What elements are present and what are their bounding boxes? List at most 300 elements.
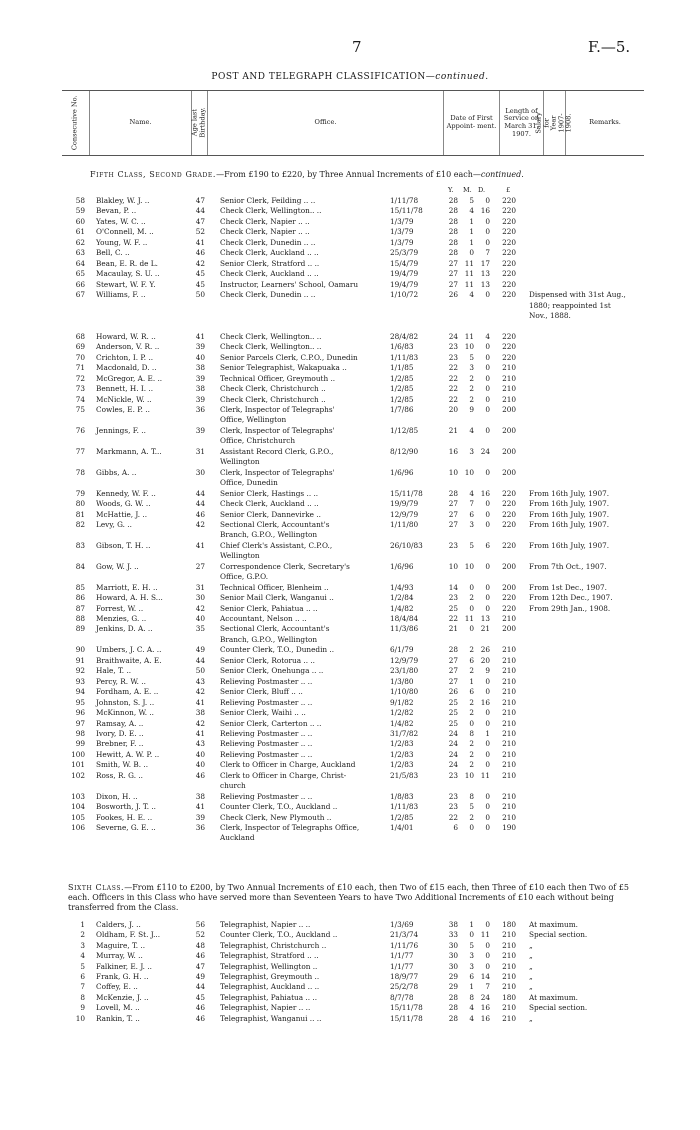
- cell-date: 1/2/83: [390, 749, 414, 759]
- cell-years: 29: [448, 982, 458, 992]
- table-row: [0, 489, 700, 498]
- cell-days: 13: [480, 279, 490, 289]
- cell-office: church: [220, 781, 246, 791]
- cell-age: 56: [195, 920, 205, 929]
- cell-office: Clerk, Inspector of Telegraphs Office,: [220, 823, 360, 832]
- cell-office: Telegraphist, Christchurch ..: [220, 940, 327, 950]
- cell-name: Murray, W. ..: [96, 951, 143, 961]
- cell-no: 93: [75, 676, 85, 686]
- cell-days: 0: [485, 961, 490, 971]
- cell-years: 23: [448, 791, 458, 801]
- cell-years: 10: [448, 561, 458, 571]
- cell-years: 21: [448, 425, 458, 435]
- cell-age: 38: [195, 708, 205, 718]
- cell-name: Ross, R. G. ..: [96, 770, 143, 780]
- cell-office: Check Clerk, Napier .. ..: [220, 216, 310, 226]
- table-row: [0, 1003, 700, 1012]
- cell-days: 21: [480, 624, 490, 634]
- table-row: [0, 792, 700, 801]
- col-length: Length of Service on March 31, 1907.: [500, 91, 544, 155]
- cell-months: 10: [464, 342, 474, 352]
- cell-office: Counter Clerk, T.O., Auckland ..: [220, 930, 338, 940]
- cell-months: 1: [469, 227, 474, 237]
- cell-days: 0: [485, 920, 490, 929]
- cell-years: 28: [448, 1013, 458, 1023]
- cell-months: 9: [469, 405, 474, 414]
- cell-name: Anderson, V. R. ..: [96, 342, 160, 352]
- cell-remarks: From 16th July, 1907.: [529, 499, 610, 509]
- cell-name: Rankin, T. ..: [96, 1013, 140, 1023]
- cell-office: Senior Clerk, Rotorua .. ..: [220, 655, 316, 665]
- cell-date: 15/11/78: [390, 206, 423, 216]
- cell-date: 1/2/85: [390, 384, 414, 394]
- cell-no: 86: [75, 593, 85, 603]
- cell-years: 25: [448, 603, 458, 613]
- cell-no: 78: [75, 467, 85, 477]
- cell-date: 25/3/79: [390, 248, 419, 258]
- cell-office: Counter Clerk, T.O., Auckland ..: [220, 802, 338, 812]
- cell-remarks: „: [529, 951, 533, 961]
- cell-days: 0: [485, 373, 490, 383]
- cell-date: 1/11/78: [390, 196, 419, 205]
- table-row: [0, 719, 700, 728]
- cell-months: 6: [469, 655, 474, 665]
- cell-remarks: From 1st Dec., 1907.: [529, 582, 607, 592]
- cell-no: 84: [75, 561, 85, 571]
- cell-days: 0: [485, 812, 490, 822]
- cell-days: 0: [485, 718, 490, 728]
- cell-days: 7: [485, 982, 490, 992]
- cell-salary: 210: [502, 373, 516, 383]
- cell-years: 24: [448, 739, 458, 749]
- cell-no: 98: [75, 728, 85, 738]
- cell-date: 19/4/79: [390, 269, 419, 279]
- cell-date: 11/3/86: [390, 624, 419, 634]
- cell-age: 39: [195, 425, 205, 435]
- cell-name: Cowles, E. P. ..: [96, 405, 150, 414]
- cell-salary: 210: [502, 645, 516, 655]
- cell-months: 8: [469, 728, 474, 738]
- cell-years: 25: [448, 708, 458, 718]
- cell-months: 4: [469, 425, 474, 435]
- cell-date: 6/1/79: [390, 645, 414, 655]
- cell-no: 2: [80, 930, 85, 940]
- cell-days: 0: [485, 760, 490, 770]
- cell-months: 11: [464, 331, 474, 341]
- cell-months: 0: [469, 930, 474, 940]
- cell-no: 91: [75, 655, 85, 665]
- cell-salary: 220: [502, 509, 516, 519]
- cell-days: 0: [485, 739, 490, 749]
- table-row: [0, 426, 700, 435]
- cell-office: Clerk, Inspector of Telegraphs': [220, 405, 335, 414]
- cell-months: 8: [469, 992, 474, 1002]
- cell-date: 1/3/79: [390, 237, 414, 247]
- cell-years: 23: [448, 342, 458, 352]
- cell-office: Office, Dunedin: [220, 478, 278, 488]
- cell-days: 0: [485, 791, 490, 801]
- cell-no: 9: [80, 1003, 85, 1013]
- section-fifth-class-heading: [90, 170, 524, 179]
- cell-name: Dixon, H. ..: [96, 791, 138, 801]
- cell-months: 2: [469, 708, 474, 718]
- cell-name: Markmann, A. T...: [96, 446, 162, 456]
- cell-days: 14: [480, 972, 490, 981]
- cell-name: Hewitt, A. W. P. ..: [96, 749, 160, 759]
- cell-office: Senior Parcels Clerk, C.P.O., Dunedin: [220, 352, 358, 362]
- cell-years: 27: [448, 269, 458, 279]
- cell-years: 23: [448, 770, 458, 780]
- cell-age: 46: [195, 1003, 205, 1013]
- cell-name: Smith, W. B. ..: [96, 760, 149, 770]
- cell-age: 49: [195, 972, 205, 981]
- cell-name: Umbers, J. C. A. ..: [96, 645, 162, 655]
- cell-months: 3: [469, 519, 474, 529]
- cell-months: 1: [469, 982, 474, 992]
- cell-name: Blakley, W. J. ..: [96, 196, 150, 205]
- cell-months: 7: [469, 499, 474, 509]
- cell-date: 18/4/84: [390, 614, 419, 623]
- page-title: [0, 72, 700, 82]
- cell-salary: 200: [502, 582, 516, 592]
- col-office: Office.: [208, 91, 444, 155]
- cell-no: 95: [75, 697, 85, 707]
- cell-age: 41: [195, 802, 205, 812]
- cell-years: 20: [448, 405, 458, 414]
- cell-age: 41: [195, 728, 205, 738]
- cell-salary: 200: [502, 405, 516, 414]
- cell-no: 79: [75, 488, 85, 498]
- cell-months: 0: [469, 823, 474, 832]
- cell-age: 40: [195, 749, 205, 759]
- table-row: [0, 227, 700, 236]
- cell-no: 72: [75, 373, 85, 383]
- cell-office: Check Clerk, Wellington.. ..: [220, 342, 322, 352]
- cell-name: Maguire, T. ..: [96, 940, 146, 950]
- cell-date: 1/3/80: [390, 676, 414, 686]
- cell-days: 0: [485, 687, 490, 697]
- cell-age: 48: [195, 940, 205, 950]
- cell-no: 67: [75, 290, 85, 300]
- cell-no: 70: [75, 352, 85, 362]
- cell-date: 12/9/79: [390, 655, 419, 665]
- table-row: [0, 572, 700, 581]
- cell-no: 92: [75, 666, 85, 676]
- col-name: Name.: [90, 91, 192, 155]
- cell-remarks: From 16th July, 1907.: [529, 540, 610, 550]
- cell-date: 1/2/83: [390, 760, 414, 770]
- cell-date: 1/1/77: [390, 951, 414, 961]
- cell-date: 1/8/83: [390, 791, 414, 801]
- cell-age: 38: [195, 363, 205, 373]
- cell-days: 0: [485, 593, 490, 603]
- cell-no: 7: [80, 982, 85, 992]
- cell-date: 1/2/83: [390, 739, 414, 749]
- cell-office: Clerk, Inspector of Telegraphs': [220, 425, 335, 435]
- cell-days: 0: [485, 499, 490, 509]
- cell-years: 22: [448, 394, 458, 404]
- cell-no: 1: [80, 920, 85, 929]
- cell-days: 16: [480, 697, 490, 707]
- cell-days: 11: [480, 930, 490, 940]
- table-row: [0, 930, 700, 939]
- cell-age: 38: [195, 791, 205, 801]
- cell-no: 3: [80, 940, 85, 950]
- col-remarks: Remarks.: [589, 118, 621, 127]
- cell-name: Lovell, M. ..: [96, 1003, 140, 1013]
- cell-no: 103: [71, 791, 85, 801]
- cell-salary: 200: [502, 425, 516, 435]
- cell-salary: 210: [502, 951, 516, 961]
- cell-remarks: From 16th July, 1907.: [529, 509, 610, 519]
- table-row: [0, 374, 700, 383]
- cell-office: Senior Clerk, Feilding .. ..: [220, 196, 316, 205]
- cell-office: Accountant, Nelson .. ..: [220, 614, 307, 623]
- cell-months: 1: [469, 216, 474, 226]
- cell-months: 0: [469, 718, 474, 728]
- cell-office: Check Clerk, Dunedin .. ..: [220, 237, 316, 247]
- cell-date: 1/11/76: [390, 940, 419, 950]
- cell-name: Marriott, E. H. ..: [96, 582, 158, 592]
- table-row: [0, 510, 700, 519]
- cell-office: Counter Clerk, T.O., Dunedin ..: [220, 645, 335, 655]
- cell-months: 0: [469, 624, 474, 634]
- table-row: [0, 290, 700, 299]
- cell-years: 28: [448, 196, 458, 205]
- cell-years: 16: [448, 446, 458, 456]
- cell-days: 0: [485, 425, 490, 435]
- cell-days: 0: [485, 749, 490, 759]
- cell-no: 75: [75, 405, 85, 414]
- cell-years: 6: [453, 823, 458, 832]
- cell-no: 101: [71, 760, 85, 770]
- table-row: [0, 760, 700, 769]
- cell-date: 8/12/90: [390, 446, 419, 456]
- cell-date: 15/11/78: [390, 1003, 423, 1013]
- cell-days: 0: [485, 363, 490, 373]
- table-row: [0, 520, 700, 529]
- cell-months: 11: [464, 614, 474, 623]
- cell-salary: 220: [502, 540, 516, 550]
- table-row: [0, 993, 700, 1002]
- cell-age: 44: [195, 206, 205, 216]
- cell-name: Gibbs, A. ..: [96, 467, 137, 477]
- cell-age: 47: [195, 961, 205, 971]
- cell-years: 27: [448, 499, 458, 509]
- cell-remarks: From 7th Oct., 1907.: [529, 561, 607, 571]
- cell-days: 6: [485, 540, 490, 550]
- cell-days: 0: [485, 237, 490, 247]
- cell-date: 1/4/01: [390, 823, 414, 832]
- cell-salary: 220: [502, 593, 516, 603]
- cell-years: 28: [448, 237, 458, 247]
- cell-office: Senior Clerk, Bluff .. ..: [220, 687, 303, 697]
- cell-office: Senior Clerk, Pahiatua .. ..: [220, 603, 318, 613]
- cell-months: 2: [469, 394, 474, 404]
- cell-salary: 210: [502, 676, 516, 686]
- cell-office: Check Clerk, New Plymouth ..: [220, 812, 332, 822]
- cell-age: 35: [195, 624, 205, 634]
- table-row: [0, 321, 700, 330]
- cell-days: 0: [485, 352, 490, 362]
- cell-salary: 220: [502, 603, 516, 613]
- cell-name: Yates, W. C. ..: [96, 216, 146, 226]
- cell-salary: 220: [502, 290, 516, 300]
- cell-age: 30: [195, 467, 205, 477]
- cell-salary: 220: [502, 519, 516, 529]
- table-row: [0, 781, 700, 790]
- cell-age: 52: [195, 227, 205, 237]
- col-consecutive-no: [62, 91, 90, 155]
- cell-office: Instructor, Learners' School, Oamaru: [220, 279, 359, 289]
- cell-days: 16: [480, 1013, 490, 1023]
- cell-age: 43: [195, 739, 205, 749]
- cell-name: Braithwaite, A. E.: [96, 655, 162, 665]
- cell-name: Young, W. F. ..: [96, 237, 148, 247]
- cell-date: 21/5/83: [390, 770, 419, 780]
- cell-no: 105: [71, 812, 85, 822]
- table-row: [0, 405, 700, 414]
- cell-age: 46: [195, 1013, 205, 1023]
- cell-years: 27: [448, 676, 458, 686]
- cell-days: 0: [485, 196, 490, 205]
- cell-salary: 200: [502, 624, 516, 634]
- cell-date: 1/11/83: [390, 802, 419, 812]
- cell-office: Check Clerk, Napier .. ..: [220, 227, 310, 237]
- cell-date: 26/10/83: [390, 540, 423, 550]
- cell-date: 15/11/78: [390, 488, 423, 498]
- cell-no: 10: [75, 1013, 85, 1023]
- cell-date: 9/1/82: [390, 697, 414, 707]
- cell-salary: 210: [502, 697, 516, 707]
- cell-name: Kennedy, W. F. ..: [96, 488, 156, 498]
- cell-remarks: At maximum.: [529, 992, 578, 1002]
- table-row: [0, 499, 700, 508]
- cell-days: 13: [480, 269, 490, 279]
- cell-salary: 190: [502, 823, 516, 832]
- cell-name: Howard, A. H. S...: [96, 593, 163, 603]
- table-row: [0, 802, 700, 811]
- table-row: [0, 217, 700, 226]
- cell-salary: 210: [502, 972, 516, 981]
- cell-name: Fookes, H. E. ..: [96, 812, 153, 822]
- cell-office: Check Clerk, Auckland .. ..: [220, 499, 319, 509]
- cell-remarks: From 16th July, 1907.: [529, 488, 610, 498]
- cell-years: 28: [448, 248, 458, 258]
- cell-office: Telegraphist, Auckland .. ..: [220, 982, 320, 992]
- table-row: [0, 972, 700, 981]
- table-row: [0, 311, 700, 320]
- cell-age: 41: [195, 237, 205, 247]
- cell-days: 20: [480, 655, 490, 665]
- title-text: POST AND TELEGRAPH CLASSIFICATION—: [211, 72, 436, 82]
- table-row: [0, 604, 700, 613]
- cell-salary: 220: [502, 269, 516, 279]
- cell-remarks: From 29th Jan., 1908.: [529, 603, 611, 613]
- cell-date: 1/10/80: [390, 687, 419, 697]
- table-row: [0, 962, 700, 971]
- table-row: [0, 301, 700, 310]
- cell-age: 44: [195, 655, 205, 665]
- table-row: [0, 384, 700, 393]
- cell-no: 4: [80, 951, 85, 961]
- cell-months: 5: [469, 540, 474, 550]
- cell-months: 0: [469, 248, 474, 258]
- cell-salary: 210: [502, 812, 516, 822]
- cell-name: Brebner, F. ..: [96, 739, 144, 749]
- cell-salary: 210: [502, 614, 516, 623]
- cell-age: 40: [195, 352, 205, 362]
- cell-months: 4: [469, 1013, 474, 1023]
- cell-office: Telegraphist, Wanganui .. ..: [220, 1013, 322, 1023]
- cell-age: 45: [195, 992, 205, 1002]
- cell-salary: 220: [502, 331, 516, 341]
- cell-no: 59: [75, 206, 85, 216]
- cell-salary: 210: [502, 394, 516, 404]
- cell-years: 25: [448, 718, 458, 728]
- table-row: [0, 468, 700, 477]
- table-row: [0, 196, 700, 205]
- table-row: [0, 677, 700, 686]
- table-row: [0, 342, 700, 351]
- cell-years: 22: [448, 812, 458, 822]
- cell-office: Relieving Postmaster .. ..: [220, 728, 313, 738]
- cell-office: Check Clerk, Wellington.. ..: [220, 206, 322, 216]
- section-sixth-class-text: —From £110 to £200, by Two Annual Increments of £10 each, then Two of £15 each, then Three of £10 each then Two of £5 each. Officers in this Class who have served more than Seventeen Years to have Two Additional Increments of £10 each without being transferred from the Class.: [68, 883, 629, 912]
- cell-no: 73: [75, 384, 85, 394]
- table-row: [0, 238, 700, 247]
- cell-no: 61: [75, 227, 85, 237]
- table-row: [0, 771, 700, 780]
- cell-no: 69: [75, 342, 85, 352]
- cell-name: Bean, E. R. de L.: [96, 258, 158, 268]
- table-row: [0, 739, 700, 748]
- col-consecutive-no-label: Consecutive No.: [70, 95, 79, 151]
- unit-days: D.: [478, 186, 486, 194]
- cell-age: 50: [195, 290, 205, 300]
- cell-months: 11: [464, 269, 474, 279]
- cell-remarks: Special section.: [529, 1003, 588, 1013]
- table-row: [0, 280, 700, 289]
- cell-no: 74: [75, 394, 85, 404]
- col-age-label: Age last Birthday.: [190, 107, 207, 139]
- cell-age: 49: [195, 645, 205, 655]
- cell-date: 1/1/77: [390, 961, 414, 971]
- cell-salary: 220: [502, 258, 516, 268]
- cell-salary: 220: [502, 279, 516, 289]
- cell-name: Woods, G. W. ..: [96, 499, 151, 509]
- cell-months: 11: [464, 258, 474, 268]
- cell-name: McNickle, W. ..: [96, 394, 152, 404]
- cell-office: Relieving Postmaster .. ..: [220, 676, 313, 686]
- cell-name: McKenzie, J. ..: [96, 992, 149, 1002]
- cell-office: Relieving Postmaster .. ..: [220, 749, 313, 759]
- cell-name: O'Connell, M. ..: [96, 227, 154, 237]
- cell-date: 12/9/79: [390, 509, 419, 519]
- cell-days: 0: [485, 823, 490, 832]
- cell-years: 10: [448, 467, 458, 477]
- cell-years: 27: [448, 519, 458, 529]
- cell-age: 38: [195, 384, 205, 394]
- cell-no: 6: [80, 972, 85, 981]
- cell-no: 90: [75, 645, 85, 655]
- cell-years: 38: [448, 920, 458, 929]
- cell-remarks: Nov., 1888.: [529, 310, 571, 320]
- cell-days: 16: [480, 206, 490, 216]
- cell-no: 80: [75, 499, 85, 509]
- cell-salary: 210: [502, 363, 516, 373]
- cell-office: Chief Clerk's Assistant, C.P.O.,: [220, 540, 333, 550]
